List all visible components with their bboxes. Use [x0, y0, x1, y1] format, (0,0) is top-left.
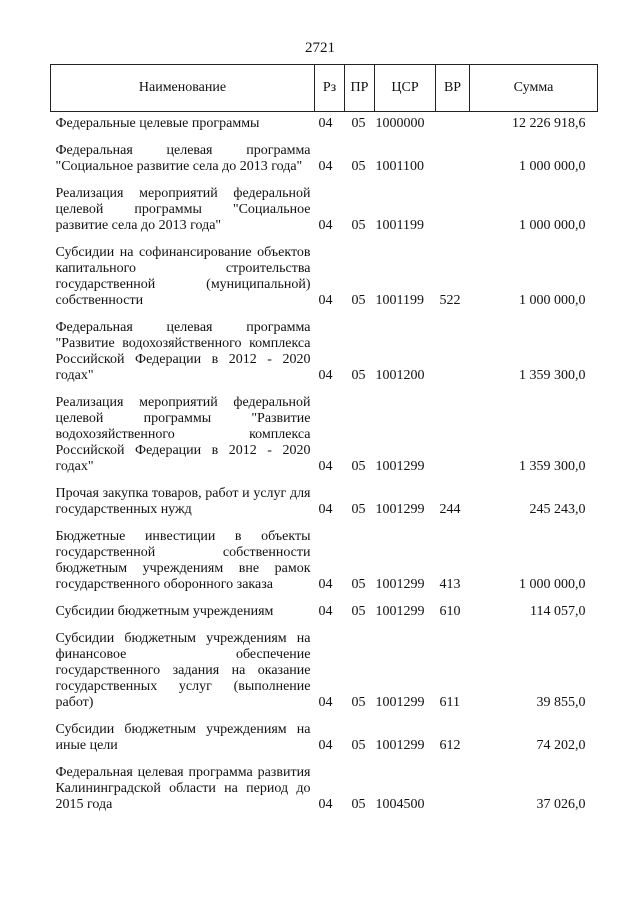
- row-name: Федеральная целевая программа "Социальное развитие села до 2013 года": [55, 143, 311, 174]
- row-csr: 1004500: [375, 797, 425, 812]
- row-sum: 37 026,0: [536, 797, 586, 812]
- row-csr: 1000000: [375, 116, 425, 131]
- table-row: [51, 116, 598, 143]
- row-name: Бюджетные инвестиции в объекты государственной собственности бюджетным учреждениям вне рамок государственного оборонного заказа: [55, 529, 311, 592]
- row-pr: 05: [351, 695, 366, 710]
- row-pr: 05: [351, 604, 366, 619]
- table-row: [51, 186, 598, 245]
- page-number: 2721: [305, 40, 335, 56]
- row-name: Реализация мероприятий федеральной целевой программы "Социальное развитие села до 2013 года": [55, 186, 311, 233]
- table-row: [51, 143, 598, 186]
- row-name: Прочая закупка товаров, работ и услуг для государственных нужд: [55, 486, 311, 517]
- row-sum: 12 226 918,6: [512, 116, 586, 131]
- row-vr: 413: [439, 577, 461, 592]
- table-row: [51, 631, 598, 722]
- header-sum: Сумма: [470, 65, 598, 112]
- row-name: Реализация мероприятий федеральной целевой программы "Развитие водохозяйственного комплекса Российской Федерации в 2012 - 2020 годах": [55, 395, 311, 474]
- row-pr: 05: [351, 577, 366, 592]
- row-pr: 05: [351, 218, 366, 233]
- row-name: Федеральные целевые программы: [55, 116, 260, 131]
- row-sum: 74 202,0: [536, 738, 586, 753]
- row-rz: 04: [318, 577, 333, 592]
- row-csr: 1001100: [375, 159, 424, 174]
- row-name: Федеральная целевая программа развития Калининградской области на период до 2015 года: [55, 765, 311, 812]
- row-vr: [436, 116, 470, 143]
- row-pr: 05: [351, 293, 366, 308]
- table-row: [51, 320, 598, 395]
- table-row: [51, 765, 598, 824]
- row-name: Субсидии бюджетным учреждениям на иные цели: [55, 722, 311, 753]
- row-name: Субсидии на софинансирование объектов капитального строительства государственной (муниципальной) собственности: [55, 245, 311, 308]
- row-sum: 1 000 000,0: [519, 577, 586, 592]
- table-row: [51, 722, 598, 765]
- row-csr: 1001299: [375, 738, 425, 753]
- row-csr: 1001199: [375, 293, 424, 308]
- table-row: [51, 486, 598, 529]
- row-vr: [436, 320, 470, 395]
- table-row: [51, 604, 598, 631]
- budget-table: [50, 64, 598, 824]
- table-header: [51, 65, 598, 112]
- row-vr: 522: [439, 293, 461, 308]
- row-sum: 1 000 000,0: [519, 293, 586, 308]
- row-vr: [436, 765, 470, 824]
- header-name: Наименование: [51, 65, 315, 112]
- row-pr: 05: [351, 459, 366, 474]
- row-vr: 610: [439, 604, 461, 619]
- row-csr: 1001299: [375, 695, 425, 710]
- row-csr: 1001299: [375, 502, 425, 517]
- header-pr: ПР: [345, 65, 375, 112]
- row-pr: 05: [351, 116, 366, 131]
- table-row: [51, 395, 598, 486]
- row-sum: 1 359 300,0: [519, 368, 586, 383]
- row-sum: 1 000 000,0: [519, 218, 586, 233]
- row-rz: 04: [318, 502, 333, 517]
- table-body: [51, 112, 598, 825]
- row-vr: 244: [439, 502, 461, 517]
- row-sum: 1 000 000,0: [519, 159, 586, 174]
- row-pr: 05: [351, 159, 366, 174]
- row-rz: 04: [318, 218, 333, 233]
- row-pr: 05: [351, 738, 366, 753]
- row-rz: 04: [318, 695, 333, 710]
- row-rz: 04: [318, 604, 333, 619]
- row-csr: 1001299: [375, 604, 425, 619]
- header-rz: Рз: [315, 65, 345, 112]
- row-name: Федеральная целевая программа "Развитие водохозяйственного комплекса Российской Федерации в 2012 - 2020 годах": [55, 320, 311, 383]
- row-rz: 04: [318, 293, 333, 308]
- row-rz: 04: [318, 738, 333, 753]
- row-rz: 04: [318, 797, 333, 812]
- table-row: [51, 245, 598, 320]
- header-vr: ВР: [436, 65, 470, 112]
- row-name: Субсидии бюджетным учреждениям на финансовое обеспечение государственного задания на оказание государственных услуг (выполнение работ): [55, 631, 311, 710]
- row-csr: 1001200: [375, 368, 425, 383]
- row-vr: 612: [439, 738, 461, 753]
- row-sum: 114 057,0: [530, 604, 586, 619]
- header-row: [51, 65, 598, 112]
- row-sum: 39 855,0: [536, 695, 586, 710]
- row-rz: 04: [318, 116, 333, 131]
- row-rz: 04: [318, 159, 333, 174]
- row-sum: 245 243,0: [529, 502, 586, 517]
- table-row: [51, 529, 598, 604]
- row-csr: 1001299: [375, 577, 425, 592]
- row-pr: 05: [351, 797, 366, 812]
- header-csr: ЦСР: [375, 65, 436, 112]
- row-vr: [436, 186, 470, 245]
- row-sum: 1 359 300,0: [519, 459, 586, 474]
- row-vr: [436, 143, 470, 186]
- row-pr: 05: [351, 368, 366, 383]
- row-csr: 1001199: [375, 218, 424, 233]
- row-csr: 1001299: [375, 459, 425, 474]
- row-vr: [436, 395, 470, 486]
- row-vr: 611: [439, 695, 460, 710]
- row-pr: 05: [351, 502, 366, 517]
- row-rz: 04: [318, 368, 333, 383]
- row-name: Субсидии бюджетным учреждениям: [55, 604, 274, 619]
- row-rz: 04: [318, 459, 333, 474]
